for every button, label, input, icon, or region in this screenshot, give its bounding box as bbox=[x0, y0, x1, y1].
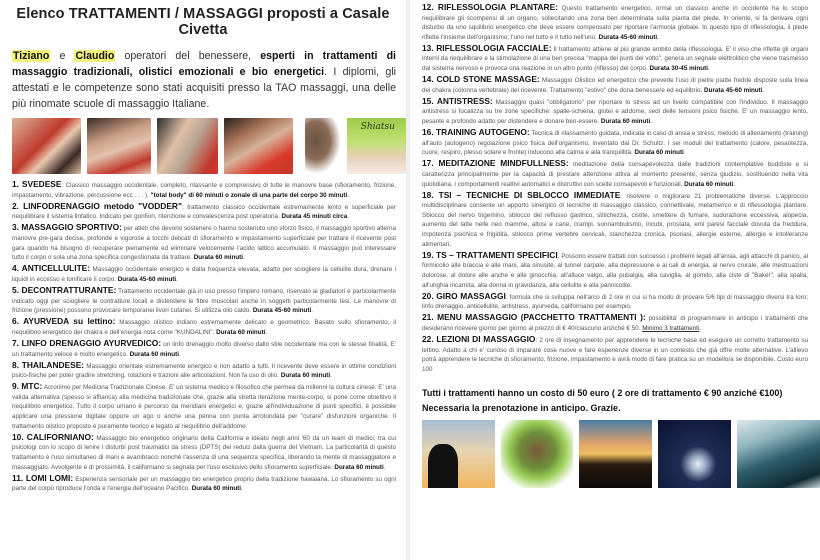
treatment-item: 7. LINFO DRENAGGIO AYURVEDICO: un linfo drenaggio molto diverso dallo stile occidentale ma con le stesse finalità. E' un trattamento veloce e molto energetico. Durata 60 minuti. bbox=[12, 337, 397, 358]
thinker-birds-photo bbox=[422, 420, 495, 488]
name-claudio: Claudio bbox=[75, 50, 115, 62]
right-page bbox=[410, 0, 820, 560]
price-note: Tutti i trattamenti hanno un costo di 50 euro ( 2 ore di trattamento € 90 anziché €100) bbox=[422, 388, 783, 399]
intro-text-2: . I diplomi, gli attestati e le competenze sono stati acquisiti presso la TAO massaggi, una delle più rinomate scuole di massaggio Italiane. bbox=[12, 66, 396, 110]
treatment-item: 2. LINFODRENAGGIO metodo "VODDER": trattamento classico occidentale estremamente lento e superficiale per riequilibrare il sistema linfatico. Indicato per gonfiori, ritenzione e convalescenza post operatoria. Durata 45 minuti circa. bbox=[12, 200, 397, 221]
treatment-item: 19. TS – TRATTAMENTI SPECIFICI. Possono essere trattati con successo i problemi legati all'ansia, agli attacchi di panico, al formicolio alle braccia e alle mani, alla sinusite, al tunnel carpale, alla depressione e ai cali di energia, al nervo crurale, alle mestruazioni dolorose, al dolore alle anche e alle ginocchia, all'alluce valgo, alla pubalgia, alla caviglia, al gomito, alla ciste di "Baker", alla spalla, all'unghia incarnita, alla donna in gravidanza, alla cellulite e alla pannicolite. bbox=[422, 249, 809, 289]
treatment-item: 6. AYURVEDA su lettino: Massaggio olistico indiano estremamente delicato e geometrico. Basato sullo sfioramento, il riequilibrio energetico dei chakra e dell'energia nota come "KUNDALINI". Durata 60 minuti. bbox=[12, 316, 397, 336]
leg-massage-photo bbox=[87, 118, 150, 174]
shiatsu-photo bbox=[347, 118, 406, 174]
treatment-item: 14. COLD STONE MASSAGE: Massaggio Olistico ed energetico che prevede l'uso di pietre piatte fredde disposte sulla linea dei chakra (colonna vertebrale) del ricevente. Trattamento "estivo" che dona benessere ed equilibrio. Durata 45-60 minuti. bbox=[422, 74, 809, 94]
sunset-tree-photo bbox=[579, 420, 652, 488]
intro-bold: esperti in trattamenti di massaggio tradizionali, olistici emozionali e bio energetici bbox=[12, 50, 396, 78]
document-title: Elenco TRATTAMENTI / MASSAGGI proposti a Casale Civetta bbox=[16, 6, 390, 38]
pricing-footer bbox=[422, 386, 808, 416]
treatment-item: 9. MTC: Acronimo per Medicina Tradizionale Cinese. E' un sistema medico e filosofico che permea da millenni la cultura cinese. E' una valida alternativa (spesso si affianca) alla medicina tradizionale che, grazie alla stretta iterazione mente-corpo, si pone come obiettivo il riequilibrio energetico. Tutto il corpo umano è percorso da meridiani energetici e, grazie all'individuazione di punti specifici, è possibile applicare una pressione digitale oppure un ago o anche una penna con punta arrotondata per "curare" disfunzioni organiche. Il trattamento olistico proposto è puramente teorico e legato al riequilibrio dell'addome. bbox=[12, 381, 396, 430]
back-massage-photo bbox=[12, 118, 81, 174]
name-tiziano: Tiziano bbox=[13, 50, 50, 62]
treatment-item: 13. RIFLESSOLOGIA FACCIALE: Il trattamento attiene al più grande ambito della riflessologia. E' il viso che riflette gli organi interni da riequilibrare e la stimolazione di una ben precisa "mappa dei punti del volto", genera un segnale elettrolitico che viene trasmesso dal sistema nervoso e provoca una reazione in un altro punto (riflesso) del corpo. Durata 30-45 minuti. bbox=[422, 42, 809, 73]
treatment-list-right bbox=[422, 3, 808, 374]
arm-massage-photo bbox=[157, 118, 218, 174]
booking-note: Necessaria la prenotazione in anticipo. Grazie. bbox=[422, 403, 621, 414]
shiatsu-label: Shiatsu bbox=[360, 122, 395, 132]
treatment-item: 18. TSI – TECNICHE DI SBLOCCO IMMEDIATE: risolvere o migliorare 21 problematiche diverse. L'approccio multidisciplinare consente un apporto sinergico di tecniche di massaggio classico, connettivale, metamerico e di riflessologia plantare. Sblocco del nervo trigemino, sblocco del reflusso gastrico, stitichezza, cistite, smettere di fumare, sudorazione eccessiva, alopecia, aumento del latte nelle neo mamme, altosi e carie, crampi, sonnambulismo, incubi, prostata, emi paresi facciale dovuta da freddura, impotenza psichica e frigidità, sblocco prime vertebre cervicali, stanchezza cronica, psoriasi, allergie esterne, allergie e intolleranze alimentari, bbox=[422, 189, 808, 248]
moon-night-photo bbox=[658, 420, 731, 488]
treatment-item: 11. LOMI LOMI: Esperienza sensoriale per un massaggio bio energetico proprio della tradizione hawaiana. Lo sfioramento su ogni parte del corpo riproduce l'onda e l'energia dell'oceano Pacifico. Durata 60 minuti. bbox=[12, 472, 396, 493]
treatment-item: 17. MEDITAZIONE MINDFULLNESS: meditazione della consapevolezza dalle tradizioni contemplative buddiste e si caratterizza principalmente per la capacità di prestare attenzione attiva al momento presente, senza giudizio, sostituendo nella vita quotidiana, i comportamenti reattivi automatici e distruttivi con scelte consapevoli e funzionali. Durata 60 minuti. bbox=[422, 158, 809, 188]
treatment-item: 12. RIFLESSOLOGIA PLANTARE: Questo trattamento energetico, ormai un classico anche in occidente ha lo scopo riequilibrare gli scompensi di un organo, sollecitando una zona ben determinata sulla pianta del piede. In oriente, si fa derivare ogni disturbo da uno squilibrio energetico che deve essere compensato per riportare l'armonia globale. In questo tipo di riflessologia, il piede riflette l'insieme dell'organismo; l'uno nel tutto e il tutto nell'uno. Durata 45-60 minuti. bbox=[422, 2, 809, 41]
treatment-item: 4. ANTICELLULITE: Massaggio occidentale energico e dalla frequenza elevata, adatto per sciogliere la cellulite dura, drenare i liquidi in eccesso e tonificare il corpo. Durata 45-60 minuti. bbox=[12, 263, 397, 283]
intro-conj: e bbox=[50, 50, 75, 62]
intro-paragraph bbox=[12, 48, 396, 112]
treatment-item: 16. TRAINING AUTOGENO: Tecnica di rilassamento guidata, indicata in caso di ansia e stress; metodo di allenamento (training) all'auto (autogeno) regolazione psico fisica dell'organismo, inventato dal Dr. Schultz. I sei moduli del trattamento (calore, pesantezza, cuore, respiro, plesso solare e fronte) inducono alla calma e alla tranquillità. Durata 60 minuti bbox=[422, 127, 809, 157]
ocean-wave-photo bbox=[737, 420, 820, 488]
minimum-note: Minimo 3 trattamenti bbox=[642, 324, 700, 332]
bottom-photo-strip bbox=[422, 420, 820, 488]
tree-woman-photo bbox=[501, 420, 574, 488]
treatment-item: 3. MASSAGGIO SPORTIVO: per atleti che devono sostenere o hanno sostenuto uno sforzo fisico, il massaggio sportivo alterna manovre pre-gara decise, profonde e vigorose a tocchi delicati di sfioramento e impastamento superficiale per trattare il ricevente post gara quando ha bisogno di recuperare pienamente ed eliminare velocemente l'acido lattico accumulato. Il massaggio può interessare tutto il corpo o sola una zona specifica congestionata da trattare. Durata 60 minuti. bbox=[12, 222, 397, 262]
top-photo-strip bbox=[12, 118, 406, 174]
treatment-item: 15. ANTISTRESS: Massaggio quasi "obbligatorio" per riportare lo stress ad un livello compatibile con l'individuo. Il massaggio antistress si focalizza su tre zone specifiche: spalle-schiena, glutei e addome, sedi delle tensioni psico fisiche. E' un massaggio lento, pesante e profondo adatto per distendere e donare ben-essere. Durata 60 minuti. bbox=[422, 95, 809, 126]
intro-text-1: operatori del benessere, bbox=[115, 50, 261, 62]
treatment-item: 21. MENU MASSAGGIO (PACCHETTO TRATTAMENTI ): possibilità' di programmare in anticipo i trattamenti che desiderano ricevere giorno per giorno al prezzo di € 40/ciascuno anziché € 50. Minimo 3 trattamenti. bbox=[422, 312, 809, 332]
treatment-item: 22. LEZIONI DI MASSAGGIO: 2 ore di insegnamento per apprendere le tecniche base ed eseguire un corretto trattamento su lettino. Adatto a chi e' curioso di imparare cose nuove e fare esperienze diverse in un contesto che già offre molte alternative. L'allievo potrà apprendere le tecniche di sfioramento, frizione, impastamento e avrà modo di fare pratica su un modello/a se disponibile. Costo euro 100 bbox=[422, 334, 809, 373]
hip-massage-photo bbox=[224, 118, 293, 174]
treatment-item: 8. THAILANDESE: Massaggio orientale estremamente energico e non adatto a tutti. Il ricevente deve essere in ottime condizioni psico-fisiche per poter gradire stretching, rotazioni e trazioni alle articolazioni. Non fa uso di olio. Durata 60 minuti. bbox=[12, 359, 396, 380]
treatment-list-left bbox=[12, 180, 396, 494]
treatment-item: 5. DECONTRATTURANTE: Trattamento occidentale già in uso presso l'impero romano, riservato ai gladiatori e particolarmente indicato oggi per sciogliere le contratture locali e distendere le fibre muscolari anche in soggetti particolarmente tesi. Le manovre di frizione (pressione) possono provocare temporanei livori cutanei. Si utilizza olio caldo. Durata 45-60 minuti. bbox=[12, 284, 397, 315]
feet-mud-photo bbox=[305, 118, 341, 174]
treatment-item: 1. SVEDESE: Classico massaggio occidentale, completo, rilassante e comprensivo di tutte le manovre base (sfioramento, frizione, impastamento, vibrazione, percussione ecc . . . ). "total body" di 60 minuti o zonale di una parte del corpo 30 minuti. bbox=[12, 179, 397, 199]
treatment-item: 10. CALIFORNIANO: Massaggio bio energetico originario della California e ideato negli anni '60 da un team di medici, tra cui psicologi con lo scopo di lenire i disturbi post traumatici da stress (DPTS) dei reduci dalla guerra del Vietnam. La particolarità di questo trattamento è l'uso simultaneo di mani e avambracci nonché l'assenza di una sequenza specifica, liberando la mente di massaggiatore e massaggiato. Avvolgente e di prossimità, il californiano si segnala per l'uso esclusivo dello sfioramento superficiale. Durata 60 minuti. bbox=[12, 431, 396, 471]
treatment-item: 20. GIRO MASSAGGI: formula che si sviluppa nell'arco di 2 ore in cui si ha modo di provare 5/6 tipi di massaggio diversi tra loro; linfo drenaggio, anticellulite, antistress, ayurveda, californiano per esempio. bbox=[422, 290, 809, 311]
left-page bbox=[0, 0, 406, 560]
